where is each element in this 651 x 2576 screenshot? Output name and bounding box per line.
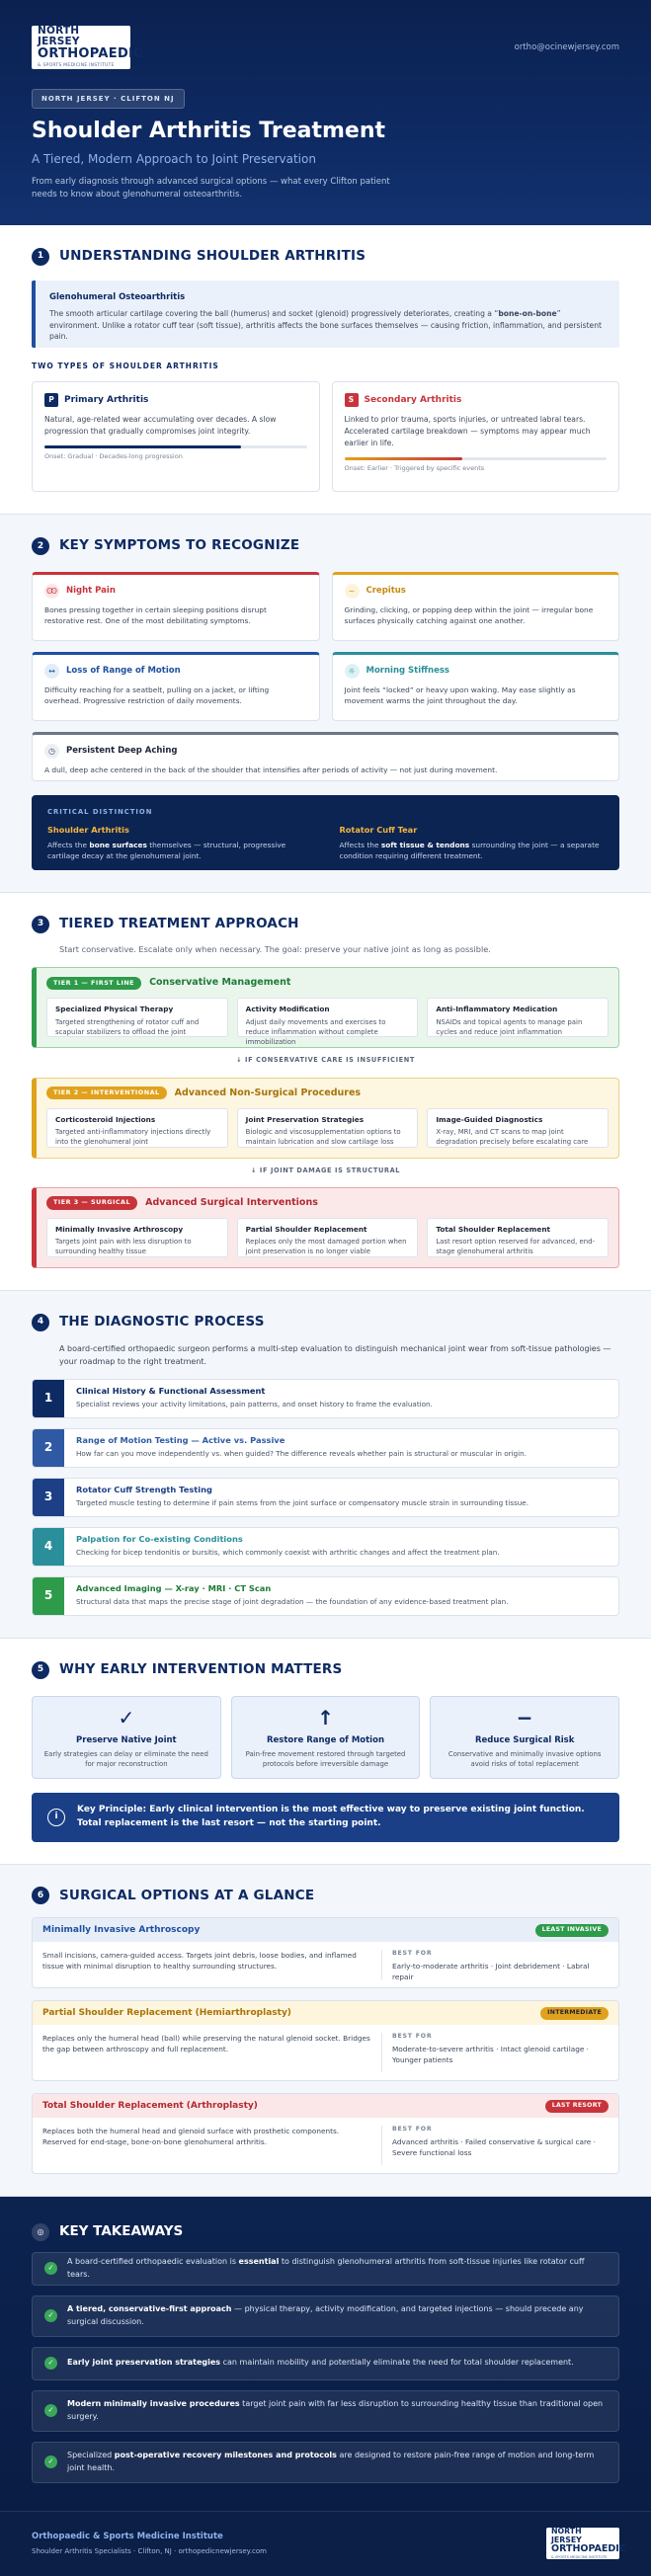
tier-1: [32, 967, 619, 1048]
tier-name: Conservative Management: [149, 977, 291, 989]
footer-logo[interactable]: NORTH JERSEY ORTHOPAEDIC & SPORTS MEDICINE INSTITUTE: [546, 2528, 619, 2559]
diagnostic-step: 5 Advanced Imaging — X-ray · MRI · CT Scan Structural data that maps the precise stage of joint degradation — the foundation of any evidence-based treatment plan.: [32, 1576, 619, 1616]
distinction-rotator-cuff: [340, 825, 605, 861]
secondary-badge: S: [345, 393, 359, 407]
section-symptoms: [0, 515, 651, 893]
tier-card: Minimally Invasive Arthroscopy Targets joint pain with less disruption to surrounding healthy tissue: [46, 1218, 228, 1257]
tier-name: Advanced Surgical Interventions: [145, 1197, 318, 1209]
tier-3: [32, 1187, 619, 1268]
tier-card: Joint Preservation Strategies Biologic and viscosupplementation options to maintain lubrication and slow cartilage loss: [237, 1108, 419, 1148]
symptom-text: Joint feels “locked” or heavy upon waking. May ease slightly as movement warms the joint throughout the day.: [344, 685, 576, 706]
section-number: 5: [32, 1661, 49, 1679]
escalation-arrow: ↓ IF CONSERVATIVE CARE IS INSUFFICIENT: [236, 1056, 415, 1065]
check-icon: ✓: [118, 1705, 135, 1730]
section-number: 3: [32, 916, 49, 933]
page-title: Shoulder Arthritis Treatment: [32, 119, 386, 144]
secondary-onset: Onset: Earlier · Triggered by specific events: [344, 463, 485, 472]
symptom-morning-stiffness: [332, 652, 620, 721]
page-intro: From early diagnosis through advanced surgical options — what every Clifton patient needs to know about glenohumeral osteoarthritis.: [32, 176, 390, 200]
escalation-arrow: ↓ IF JOINT DAMAGE IS STRUCTURAL: [250, 1166, 401, 1174]
section-title: THE DIAGNOSTIC PROCESS: [59, 1313, 265, 1329]
takeaway-item: ✓ Specialized post-operative recovery milestones and protocols are designed to restore pain-free range of motion and long-term joint health.: [32, 2442, 619, 2483]
tier-card: Anti-Inflammatory Medication NSAIDs and topical agents to manage pain cycles and reduce joint inflammation: [427, 998, 609, 1037]
section-diagnostic: [0, 1291, 651, 1639]
contact-email-link[interactable]: ortho@ocinewjersey.com: [514, 42, 619, 52]
symptom-night-pain: [32, 572, 320, 641]
secondary-progress-bar: [345, 457, 608, 460]
section-lead: A board-certified orthopaedic surgeon performs a multi-step evaluation to distinguish mechanical joint wear from soft-tissue pathologies — your roadmap to the right treatment.: [59, 1344, 611, 1367]
surgical-option-arthroscopy: Minimally Invasive Arthroscopy LEAST INVASIVE Small incisions, camera-guided access. Targets joint debris, loose bodies, and inflamed tissue with minimal disruption to healthy surrounding structures. BEST FOR Early-to-moderate arthritis · Joint debridement · Labral repair: [32, 1917, 619, 1988]
footer-name: Orthopaedic & Sports Medicine Institute: [32, 2532, 223, 2542]
section-number: 1: [32, 248, 49, 266]
symptom-crepitus: [332, 572, 620, 641]
diagnostic-step: 2 Range of Motion Testing — Active vs. Passive How far can you move independently vs. when guided? The difference reveals whether pain is structural or muscular in origin.: [32, 1428, 619, 1468]
tier-pill: TIER 1 — FIRST LINE: [46, 977, 141, 990]
check-icon: ✓: [44, 2404, 57, 2417]
logo-line1: NORTH JERSEY: [38, 25, 80, 48]
tier-pill: TIER 3 — SURGICAL: [46, 1196, 137, 1209]
critical-distinction-box: [32, 795, 619, 870]
tier-card: Specialized Physical Therapy Targeted strengthening of rotator cuff and scapular stabilizers to offload the joint: [46, 998, 228, 1037]
info-icon: i: [47, 1809, 65, 1826]
arrows-icon: ↔: [44, 664, 59, 679]
takeaway-item: ✓ Modern minimally invasive procedures target joint pain with far less disruption to surrounding healthy tissue than traditional open surgery.: [32, 2390, 619, 2432]
symptom-title: Night Pain: [66, 586, 116, 597]
tier-card: Activity Modification Adjust daily movements and exercises to reduce inflammation without complete immobilization: [237, 998, 419, 1037]
key-principle-text: Key Principle: Early clinical intervention is the most effective way to preserve existing joint function. Total replacement is the last resort — not the starting point.: [77, 1805, 585, 1828]
status-badge: LEAST INVASIVE: [535, 1924, 609, 1937]
benefit-card: ✓ Preserve Native Joint Early strategies can delay or eliminate the need for major reconstruction: [32, 1696, 221, 1779]
distinction-label: CRITICAL DISTINCTION: [47, 808, 153, 816]
footer-subtitle: Shoulder Arthritis Specialists · Clifton, NJ · orthopedicnewjersey.com: [32, 2546, 267, 2555]
diagnostic-step: 4 Palpation for Co-existing Conditions Checking for bicep tendonitis or bursitis, which commonly coexist with arthritic changes and affect the treatment plan.: [32, 1527, 619, 1567]
takeaway-item: ✓ A board-certified orthopaedic evaluation is essential to distinguish glenohumeral arthritis from soft-tissue injuries like rotator cuff tears.: [32, 2252, 619, 2286]
takeaway-item: ✓ Early joint preservation strategies can maintain mobility and potentially eliminate the need for total shoulder replacement.: [32, 2347, 619, 2380]
logo-line3: & SPORTS MEDICINE INSTITUTE: [38, 63, 115, 69]
page-footer: [0, 2511, 651, 2576]
benefit-card: − Reduce Surgical Risk Conservative and minimally invasive options avoid risks of total replacement: [430, 1696, 619, 1779]
tier-card: Total Shoulder Replacement Last resort option reserved for advanced, end-stage glenohumeral arthritis: [427, 1218, 609, 1257]
section-number: 4: [32, 1314, 49, 1331]
symptom-text: Difficulty reaching for a seatbelt, pulling on a jacket, or lifting overhead. Progressive restriction of daily movements.: [44, 685, 270, 706]
distinction-arthritis: [47, 825, 312, 861]
check-icon: ✓: [44, 2262, 57, 2275]
distinction-title: Rotator Cuff Tear: [339, 824, 418, 835]
check-icon: ✓: [44, 2309, 57, 2322]
definition-callout: [32, 281, 619, 348]
section-title: KEY SYMPTOMS TO RECOGNIZE: [59, 537, 300, 554]
secondary-arthritis-card: [332, 381, 620, 492]
hero-header: [0, 0, 651, 225]
secondary-title: Secondary Arthritis: [364, 394, 462, 405]
symptom-title: Morning Stiffness: [366, 666, 449, 677]
check-icon: ✓: [44, 2357, 57, 2370]
clock-icon: ◷: [44, 744, 59, 759]
section-title: SURGICAL OPTIONS AT A GLANCE: [59, 1887, 315, 1903]
callout-title: Glenohumeral Osteoarthritis: [49, 291, 186, 302]
diagnostic-step: 1 Clinical History & Functional Assessment Specialist reviews your activity limitations, pain patterns, and onset history to frame the evaluation.: [32, 1379, 619, 1418]
section-title: KEY TAKEAWAYS: [59, 2223, 184, 2240]
section-number: 2: [32, 537, 49, 555]
tier-2: [32, 1078, 619, 1159]
sun-icon: ☼: [345, 664, 360, 679]
section-number: 6: [32, 1887, 49, 1904]
distinction-title: Shoulder Arthritis: [47, 824, 129, 835]
secondary-text: Linked to prior trauma, sports injuries, or untreated labral tears. Accelerated cartilage breakdown — symptoms may appear much earlier in life.: [344, 415, 591, 447]
status-badge: LAST RESORT: [545, 2100, 609, 2113]
symptom-text: Bones pressing together in certain sleeping positions disrupt restorative rest. One of the most debilitating symptoms.: [44, 605, 267, 626]
primary-progress-bar: [44, 445, 307, 448]
types-label: TWO TYPES OF SHOULDER ARTHRITIS: [32, 361, 219, 370]
tier-pill: TIER 2 — INTERVENTIONAL: [46, 1087, 167, 1099]
symptom-text: Grinding, clicking, or popping deep within the joint — irregular bone surfaces physically catching against one another.: [344, 605, 594, 626]
distinction-text: Affects the soft tissue & tendons surrounding the joint — a separate condition requiring different treatment.: [339, 840, 600, 860]
callout-text: The smooth articular cartilage covering the ball (humerus) and socket (glenoid) progressively deteriorates, creating a “bone-on-bone” environment. Unlike a rotator cuff tear (soft tissue), arthritis affects the bone surfaces themselves — causing friction, inflammation, and persistent pain.: [49, 308, 603, 342]
symptom-text: A dull, deep ache centered in the back of the shoulder that intensifies after periods of activity — not just during movement.: [44, 765, 498, 774]
check-icon: ✓: [44, 2455, 57, 2468]
primary-title: Primary Arthritis: [64, 394, 149, 405]
target-icon: ◎: [32, 2223, 49, 2241]
tier-card: Image-Guided Diagnostics X-ray, MRI, and CT scans to map joint degradation precisely before escalating care: [427, 1108, 609, 1148]
symptom-title: Loss of Range of Motion: [66, 666, 181, 677]
symptom-deep-aching: [32, 732, 619, 781]
primary-text: Natural, age-related wear accumulating over decades. A slow progression that gradually compromises joint integrity.: [44, 415, 277, 437]
surgical-option-partial-replacement: Partial Shoulder Replacement (Hemiarthroplasty) INTERMEDIATE Replaces only the humeral head (ball) while preserving the natural glenoid socket. Bridges the gap between arthroscopy and full replacement. BEST FOR Moderate-to-severe arthritis · Intact glenoid cartilage · Younger patients: [32, 2000, 619, 2081]
key-takeaways: [0, 2197, 651, 2511]
institute-logo[interactable]: [32, 25, 144, 69]
diagnostic-step: 3 Rotator Cuff Strength Testing Targeted muscle testing to determine if pain stems from the joint surface or compensatory muscle strain in surrounding tissue.: [32, 1478, 619, 1517]
section-title: WHY EARLY INTERVENTION MATTERS: [59, 1661, 343, 1677]
section-title: TIERED TREATMENT APPROACH: [59, 916, 299, 931]
wave-icon: ~: [345, 584, 360, 599]
benefit-card: ↑ Restore Range of Motion Pain-free movement restored through targeted protocols before irreversible damage: [231, 1696, 421, 1779]
section-early-intervention: [0, 1639, 651, 1865]
primary-arthritis-card: [32, 381, 320, 492]
tier-card: Partial Shoulder Replacement Replaces only the most damaged portion when joint preservation is no longer viable: [237, 1218, 419, 1257]
symptom-title: Crepitus: [366, 586, 406, 597]
logo-line2: ORTHOPAEDIC: [38, 46, 144, 62]
distinction-text: Affects the bone surfaces themselves — structural, progressive cartilage decay at the glenohumeral joint.: [47, 840, 286, 860]
takeaway-item: ✓ A tiered, conservative-first approach — physical therapy, activity modification, and targeted injections — should precede any surgical discussion.: [32, 2295, 619, 2337]
arrow-up-icon: ↑: [317, 1705, 334, 1730]
primary-onset: Onset: Gradual · Decades-long progression: [44, 451, 183, 460]
symptom-title: Persistent Deep Aching: [66, 746, 178, 757]
primary-badge: P: [44, 393, 58, 407]
section-understanding: [0, 225, 651, 515]
surgical-option-total-replacement: Total Shoulder Replacement (Arthroplasty) LAST RESORT Replaces both the humeral head and glenoid surface with prosthetic components. Reserved for end-stage, bone-on-bone glenohumeral arthritis. BEST FOR Advanced arthritis · Failed conservative & surgical care · Severe functional loss: [32, 2093, 619, 2174]
section-treatment: [0, 893, 651, 1291]
symptom-range-of-motion: [32, 652, 320, 721]
section-lead: Start conservative. Escalate only when necessary. The goal: preserve your native joint as long as possible.: [59, 943, 491, 954]
page-subtitle: A Tiered, Modern Approach to Joint Preservation: [32, 151, 316, 166]
section-surgical-options: [0, 1865, 651, 2198]
status-badge: INTERMEDIATE: [540, 2007, 609, 2020]
minus-icon: −: [516, 1705, 533, 1730]
key-principle-banner: [32, 1793, 619, 1842]
section-title: UNDERSTANDING SHOULDER ARTHRITIS: [59, 248, 366, 264]
tier-card: Corticosteroid Injections Targeted anti-inflammatory injections directly into the glenohumeral joint: [46, 1108, 228, 1148]
tier-name: Advanced Non-Surgical Procedures: [174, 1087, 362, 1098]
moon-icon: Ꙭ: [44, 584, 59, 599]
region-tag: NORTH JERSEY · CLIFTON NJ: [32, 89, 185, 109]
